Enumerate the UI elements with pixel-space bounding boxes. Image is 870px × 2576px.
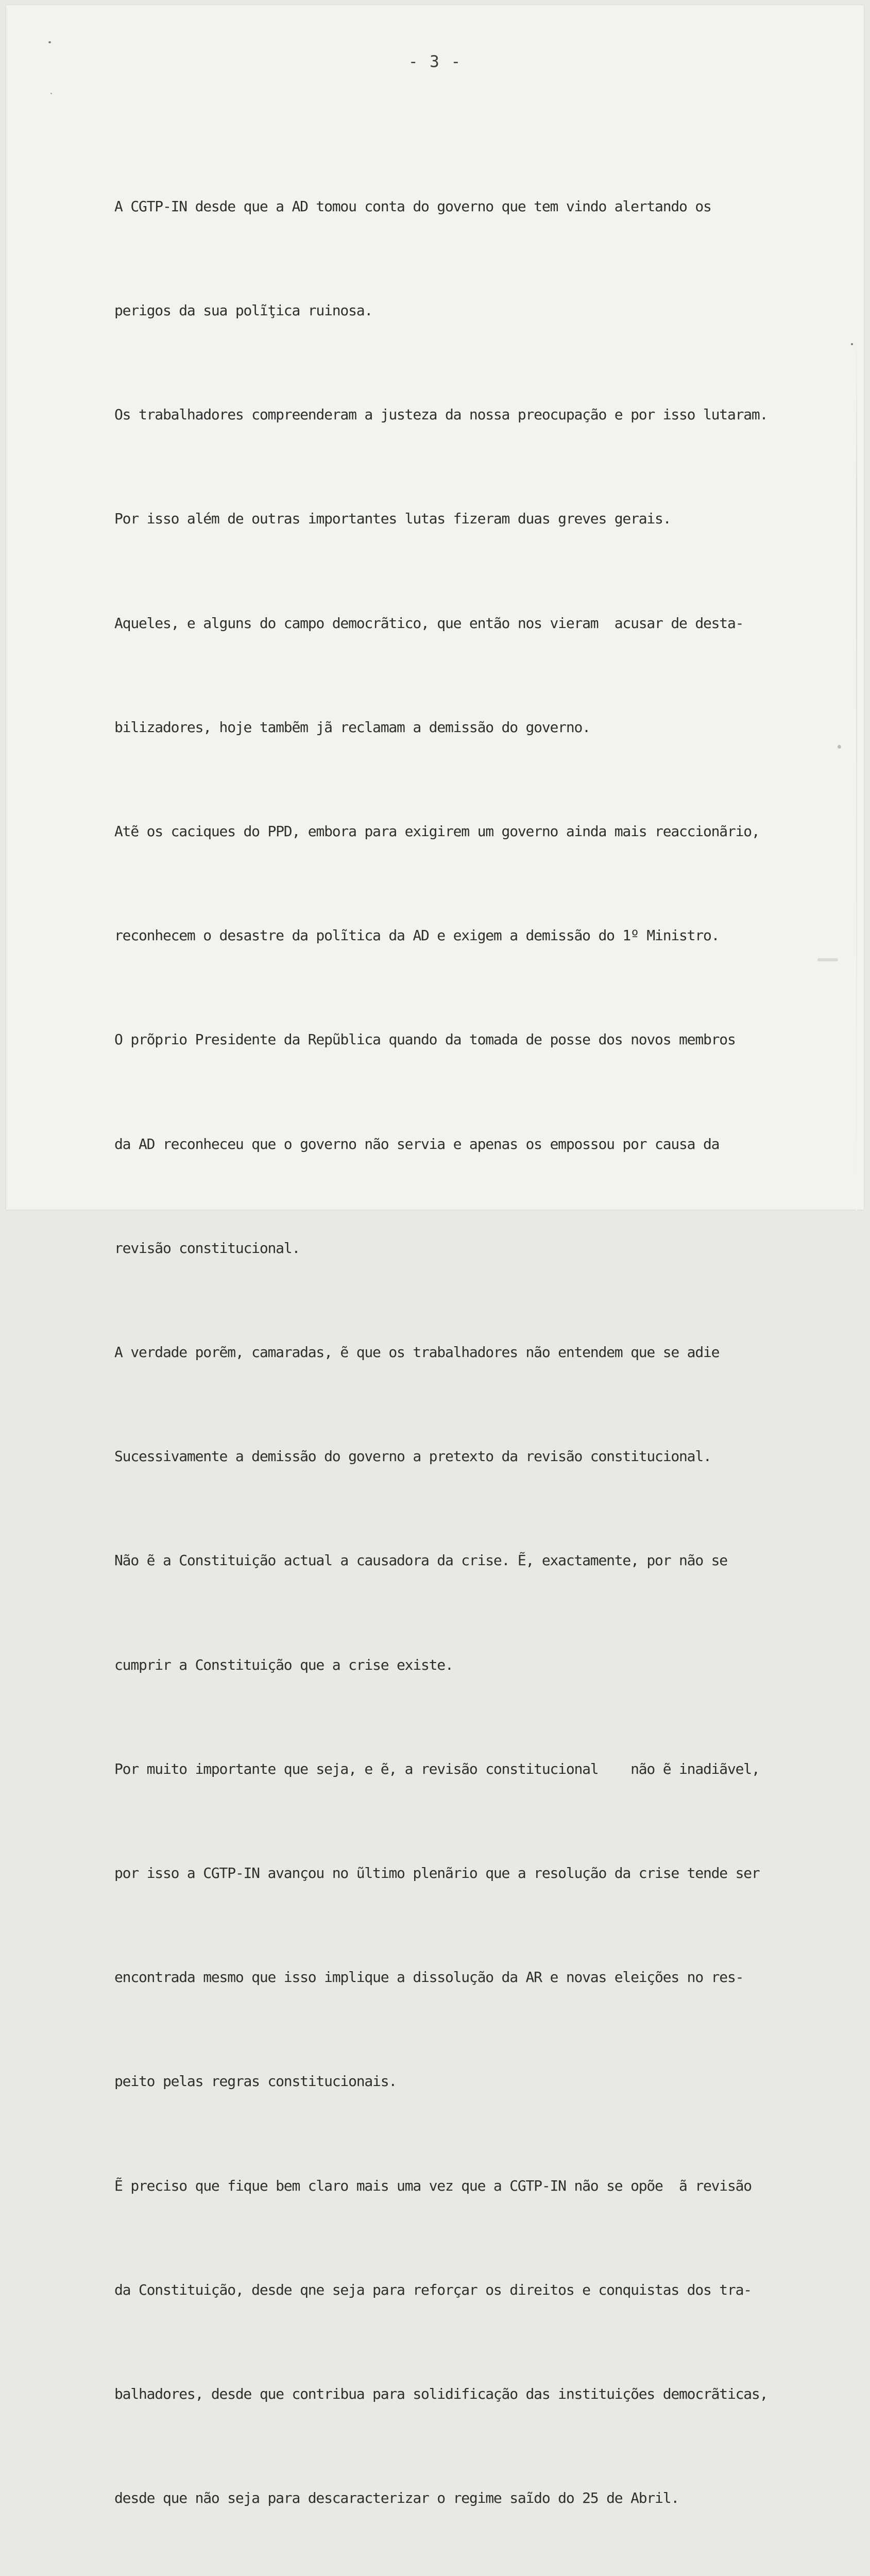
- text-line: balhadores, desde que contribua para solidificação das instituições democrãticas,: [114, 2385, 768, 2403]
- text-line: A CGTP-IN desde que a AD tomou conta do governo que tem vindo alertando os: [114, 197, 711, 215]
- text-line: reconhecem o desastre da polĩtica da AD e exigem a demissão do 1º Ministro.: [114, 927, 720, 944]
- text-line: Não ẽ a Constituição actual a causadora da crise. Ẽ, exactamente, por não se: [114, 1552, 727, 1569]
- text-line: Ẽ preciso que fique bem claro mais uma vez que a CGTP-IN não se opõe ã revisão: [114, 2177, 752, 2194]
- text-line: Sucessivamente a demissão do governo a pretexto da revisão constitucional.: [114, 1448, 711, 1465]
- text-line: por isso a CGTP-IN avançou no ũltimo plenãrio que a resolução da crise tende ser: [114, 1865, 760, 1882]
- text-line: peito pelas regras constitucionais.: [114, 2073, 397, 2090]
- page-edge-shadow: [856, 335, 857, 1211]
- paper-speck: [851, 343, 853, 345]
- paper-speck: [48, 41, 51, 43]
- document-page: [6, 5, 864, 2507]
- text-line: bilizadores, hoje tambẽm jã reclamam a demissão do governo.: [114, 718, 590, 736]
- text-line: Por muito importante que seja, e ẽ, a revisão constitucional não ẽ inadiãvel,: [114, 1760, 760, 1777]
- page-number: - 3 -: [408, 53, 462, 71]
- text-line: encontrada mesmo que isso implique a dissolução da AR e novas eleições no res-: [114, 1969, 744, 1986]
- paper-speck: [838, 745, 841, 749]
- text-line: perigos da sua polĩţica ruinosa.: [114, 302, 373, 319]
- paper-speck: [50, 93, 52, 94]
- text-line: Aqueles, e alguns do campo democrãtico, que então nos vieram acusar de desta-: [114, 614, 744, 632]
- text-line: Por isso além de outras importantes lutas fizeram duas greves gerais.: [114, 510, 671, 528]
- text-line: Os trabalhadores compreenderam a justeza da nossa preocupação e por isso lutaram.: [114, 406, 768, 423]
- text-line: A verdade porẽm, camaradas, ẽ que os trabalhadores não entendem que se adie: [114, 1344, 720, 1361]
- text-line: desde que não seja para descaracterizar o regime saĩdo do 25 de Abril.: [114, 2489, 679, 2507]
- text-line: da Constituição, desde qne seja para reforçar os direitos e conquistas dos tra-: [114, 2281, 752, 2298]
- text-line: cumprir a Constituição que a crise existe.: [114, 1656, 453, 1673]
- text-line: O prõprio Presidente da Repũblica quando da tomada de posse dos novos membros: [114, 1031, 736, 1048]
- text-line: da AD reconheceu que o governo não servia e apenas os empossou por causa da: [114, 1135, 720, 1153]
- text-line: Atẽ os caciques do PPD, embora para exigirem um governo ainda mais reaccionãrio,: [114, 823, 760, 840]
- typed-body-text: [114, 120, 825, 2576]
- text-line: revisão constitucional.: [114, 1239, 300, 1257]
